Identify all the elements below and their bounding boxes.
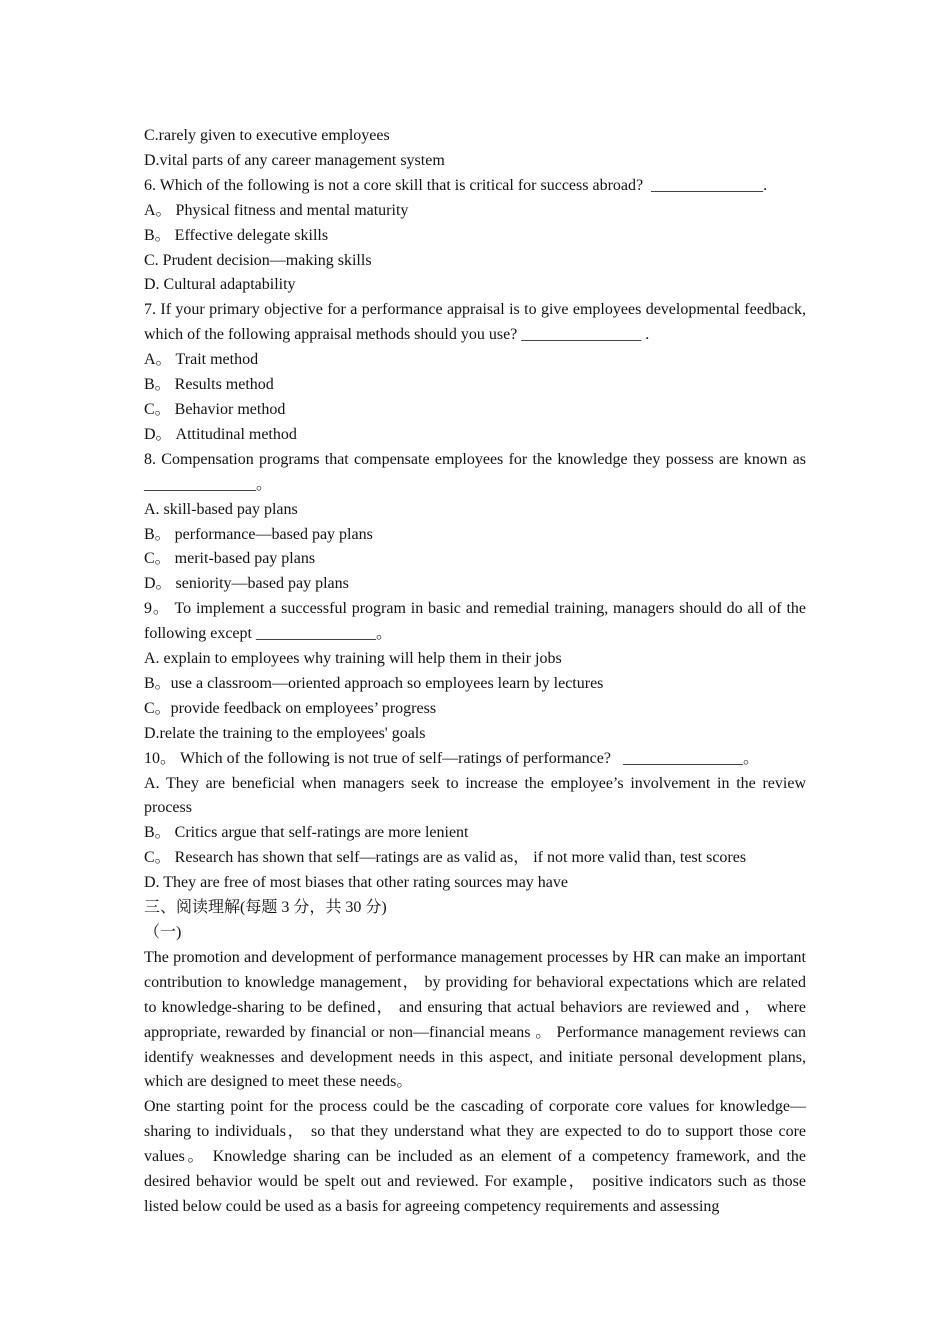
q8-option-b: B。 performance—based pay plans [144,525,373,543]
q10-option-a: A. They are beneficial when managers seek to increase the employee’s involvement in the review process [144,774,806,817]
q6-option-a: A。 Physical fitness and mental maturity [144,201,409,219]
q6-stem: 6. Which of the following is not a core skill that is critical for success abroad? ______________. [144,176,768,194]
q8-stem: 8. Compensation programs that compensate employees for the knowledge they possess are known as ______________。 [144,450,806,493]
q9-option-a: A. explain to employees why training will help them in their jobs [144,650,562,668]
section-heading: 三、阅读理解(每题 3 分，共 30 分) [144,899,387,917]
q10-option-c: C。 Research has shown that self—ratings are as valid as， if not more valid than, test scores [144,849,747,867]
q10-stem: 10。 Which of the following is not true of self—ratings of performance? _______________。 [144,749,759,767]
q10-option-b: B。 Critics argue that self-ratings are more lenient [144,824,469,842]
q7-stem: 7. If your primary objective for a performance appraisal is to give employees developmental feedback, which of the following appraisal methods should you use? _______________ . [144,301,806,344]
q7-option-a: A。 Trait method [144,351,259,369]
reading-paragraph-1: The promotion and development of performance management processes by HR can make an important contribution to knowledge management， by providing for behavioral expectations which are related to knowledge-sharing to be defined， and ensuring that actual behaviors are reviewed and ， where appropriate, rewarded by financial or non—financial means 。 Performance management reviews can identify weaknesses and development needs in this aspect, and initiate personal development plans, which are designed to meet these needs。 [144,948,807,1091]
document-page [144,124,806,1220]
q8-option-a: A. skill-based pay plans [144,500,298,518]
q10-option-d: D. They are free of most biases that other rating sources may have [144,874,568,892]
q7-option-b: B。 Results method [144,376,274,394]
q5-option-c: C.rarely given to executive employees [144,127,390,144]
q6-option-b: B。 Effective delegate skills [144,226,329,244]
reading-paragraph-2: One starting point for the process could be the cascading of corporate core values for knowledge—sharing to individuals， so that they understand what they are expected to do to support those core values。 Knowledge sharing can be included as an element of a competency framework, and the desired behavior would be spelt out and reviewed. For example， positive indicators such as those listed below could be used as a basis for agreeing competency requirements and assessing [144,1098,806,1215]
q9-stem: 9。 To implement a successful program in basic and remedial training, managers should do all of the following except _______________。 [144,600,806,643]
q9-option-b: B。use a classroom—oriented approach so employees learn by lectures [144,674,604,692]
q9-option-c: C。provide feedback on employees’ progress [144,699,437,717]
q8-option-d: D。 seniority—based pay plans [144,575,349,593]
q9-option-d: D.relate the training to the employees' goals [144,724,426,742]
q8-option-c: C。 merit-based pay plans [144,550,316,568]
q6-option-c: C. Prudent decision—making skills [144,251,372,269]
q7-option-d: D。 Attitudinal method [144,425,297,443]
q7-option-c: C。 Behavior method [144,400,286,418]
reading-part-label: （一) [144,924,182,941]
q5-option-d: D.vital parts of any career management system [144,151,445,169]
q6-option-d: D. Cultural adaptability [144,276,296,294]
